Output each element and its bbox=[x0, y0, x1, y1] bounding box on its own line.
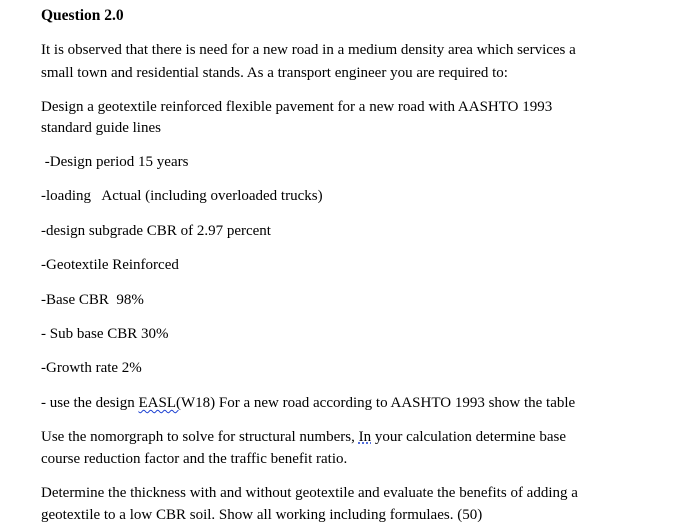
subbase-cbr-spec: - Sub base CBR 30% bbox=[41, 326, 169, 342]
thickness-line-2: geotextile to a low CBR soil. Show all working including formulaes. (50) bbox=[41, 507, 483, 523]
design-period: -Design period 15 years bbox=[41, 154, 189, 170]
easl-suffix: W18) For a new road according to AASHTO 1993 show the table bbox=[180, 395, 576, 411]
easl-instruction bbox=[41, 393, 575, 413]
intro-line-2: small town and residential stands. As a transport engineer you are required to: bbox=[41, 65, 508, 81]
subgrade-spec: -design subgrade CBR of 2.97 percent bbox=[41, 223, 271, 239]
growth-rate-spec: -Growth rate 2% bbox=[41, 360, 142, 376]
nomograph-suffix: your calculation determine base bbox=[371, 429, 566, 445]
nomograph-term: In bbox=[358, 429, 372, 445]
intro-line-1: It is observed that there is need for a new road in a medium density area which services a bbox=[41, 42, 576, 58]
nomograph-line-1 bbox=[41, 427, 566, 447]
thickness-line-1: Determine the thickness with and without geotextile and evaluate the benefits of adding a bbox=[41, 485, 578, 501]
question-title: Question 2.0 bbox=[41, 7, 124, 24]
design-line-1: Design a geotextile reinforced flexible pavement for a new road with AASHTO 1993 bbox=[41, 99, 553, 115]
nomograph-line-2: course reduction factor and the traffic benefit ratio. bbox=[41, 451, 348, 467]
base-cbr-spec: -Base CBR 98% bbox=[41, 292, 144, 308]
loading-spec: -loading Actual (including overloaded trucks) bbox=[41, 188, 323, 204]
easl-prefix: - use the design bbox=[41, 395, 139, 411]
geotextile-spec: -Geotextile Reinforced bbox=[41, 257, 179, 273]
nomograph-prefix: Use the nomorgraph to solve for structural numbers, bbox=[41, 429, 359, 445]
easl-term: EASL( bbox=[138, 395, 181, 411]
design-line-2: standard guide lines bbox=[41, 120, 161, 136]
